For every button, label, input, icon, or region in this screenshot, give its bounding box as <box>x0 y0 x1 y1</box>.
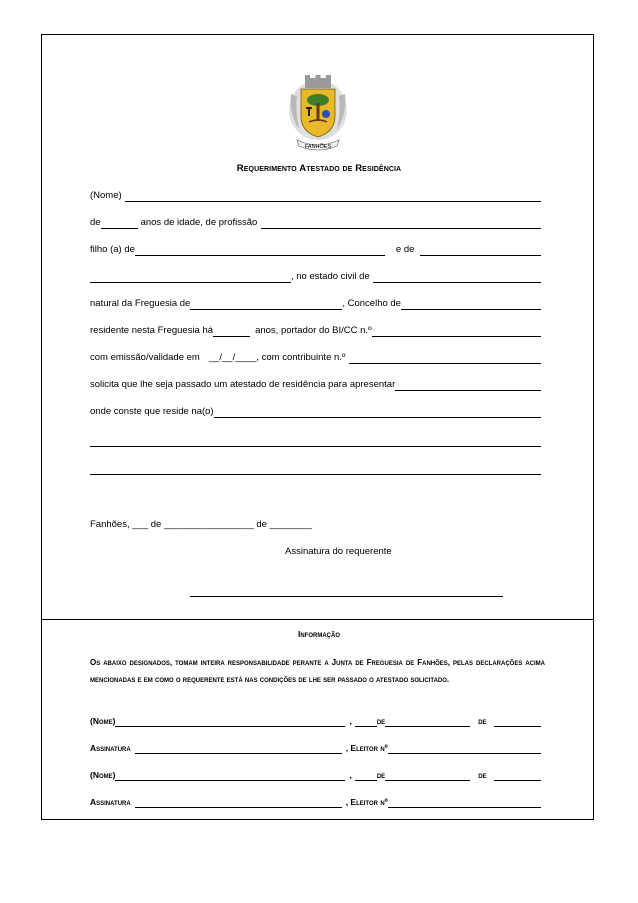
row-testemunha-2-nome <box>90 767 541 781</box>
testemunha-2-mes-field[interactable] <box>385 770 470 781</box>
profissao-field[interactable] <box>261 218 541 229</box>
solicita-text: solicita que lhe seja passado um atestado de residência para apresentar <box>90 379 396 390</box>
freguesia-natural-field[interactable] <box>190 299 342 310</box>
testemunha-2-de-label-2: de <box>478 770 487 780</box>
row-naturalidade <box>90 296 541 310</box>
row-testemunha-1-assinatura <box>90 740 541 754</box>
row-filiacao <box>90 242 541 256</box>
testemunha-1-de-label-2: de <box>478 716 487 726</box>
row-emissao <box>90 350 541 364</box>
estado-civil-field[interactable] <box>373 272 541 283</box>
testemunha-1-comma: , <box>349 716 352 726</box>
testemunha-1-mes-field[interactable] <box>385 716 470 727</box>
testemunha-2-assinatura-field[interactable] <box>135 797 342 808</box>
informacao-text: Os abaixo designados, tomam inteira responsabilidade perante a Junta de Freguesia de Fanhões, pelas declarações acima mencionadas e em como o requerente está nas condições de lhe ser passado o atestado solicitado. <box>90 658 545 684</box>
onde-text: onde conste que reside na(o) <box>90 406 214 417</box>
testemunha-1-eleitor-field[interactable] <box>388 743 541 754</box>
testemunha-1-ano-field[interactable] <box>494 716 541 727</box>
row-date <box>90 517 541 531</box>
row-onde <box>90 404 541 418</box>
crest-banner-text: FANHÕES <box>304 144 332 150</box>
morada-line-3[interactable] <box>90 474 541 475</box>
section-divider <box>41 619 594 620</box>
testemunha-2-comma: , <box>349 770 352 780</box>
testemunha-2-eleitor-label: , Eleitor nº <box>345 797 388 807</box>
mae-field[interactable] <box>420 245 541 256</box>
testemunha-1-dia-field[interactable] <box>355 716 377 727</box>
filho-label: filho (a) de <box>90 244 135 255</box>
morada-line-2[interactable] <box>90 446 541 447</box>
signature-line[interactable] <box>190 596 503 597</box>
e-de-label: e de <box>395 244 415 255</box>
idade-field[interactable] <box>101 218 138 229</box>
row-testemunha-2-assinatura <box>90 794 541 808</box>
row-solicita <box>90 377 541 391</box>
residente-label: residente nesta Freguesia há <box>90 325 214 336</box>
morada-field[interactable] <box>214 407 541 418</box>
estado-civil-text: , no estado civil de <box>291 271 370 282</box>
contribuinte-label: , com contribuinte n.º <box>256 352 346 363</box>
finalidade-field[interactable] <box>395 380 541 391</box>
mae-continuation-field[interactable] <box>90 272 291 283</box>
anos-residencia-field[interactable] <box>213 326 250 337</box>
concelho-field[interactable] <box>401 299 541 310</box>
nome-label: (Nome) <box>90 190 122 201</box>
emissao-label: com emissão/validade em <box>90 352 200 363</box>
pai-field[interactable] <box>135 245 385 256</box>
form-title: Requerimento Atestado de Residência <box>236 163 402 174</box>
testemunha-2-dia-field[interactable] <box>355 770 377 781</box>
testemunha-2-eleitor-field[interactable] <box>388 797 541 808</box>
testemunha-1-assinatura-label: Assinatura <box>90 743 131 753</box>
testemunha-1-eleitor-label: , Eleitor nº <box>345 743 388 753</box>
row-testemunha-1-nome <box>90 713 541 727</box>
row-idade <box>90 215 541 229</box>
natural-label: natural da Freguesia de <box>90 298 191 309</box>
de-label: de <box>90 217 101 228</box>
row-residencia <box>90 323 541 337</box>
coat-of-arms-logo <box>287 74 349 154</box>
testemunha-1-nome-field[interactable] <box>115 716 345 727</box>
testemunha-1-nome-label: (Nome) <box>90 716 116 726</box>
testemunha-2-assinatura-label: Assinatura <box>90 797 131 807</box>
row-nome <box>90 188 541 202</box>
emissao-date-field[interactable]: __/__/____ <box>208 352 257 363</box>
concelho-label: , Concelho de <box>342 298 401 309</box>
testemunha-2-ano-field[interactable] <box>494 770 541 781</box>
signature-caption: Assinatura do requerente <box>285 546 392 557</box>
testemunha-1-assinatura-field[interactable] <box>135 743 342 754</box>
bi-cc-field[interactable] <box>372 326 541 337</box>
row-estado-civil <box>90 269 541 283</box>
testemunha-2-nome-field[interactable] <box>115 770 345 781</box>
nome-field[interactable] <box>125 191 541 202</box>
testemunha-1-de-label: de <box>376 716 386 726</box>
idade-text: anos de idade, de profissão <box>140 217 258 228</box>
portador-label: anos, portador do BI/CC n.º <box>255 325 372 336</box>
date-line[interactable]: Fanhões, ___ de _________________ de ________ <box>90 519 312 530</box>
contribuinte-field[interactable] <box>349 353 541 364</box>
informacao-title: Informação <box>297 629 341 639</box>
testemunha-2-de-label: de <box>376 770 386 780</box>
testemunha-2-nome-label: (Nome) <box>90 770 116 780</box>
